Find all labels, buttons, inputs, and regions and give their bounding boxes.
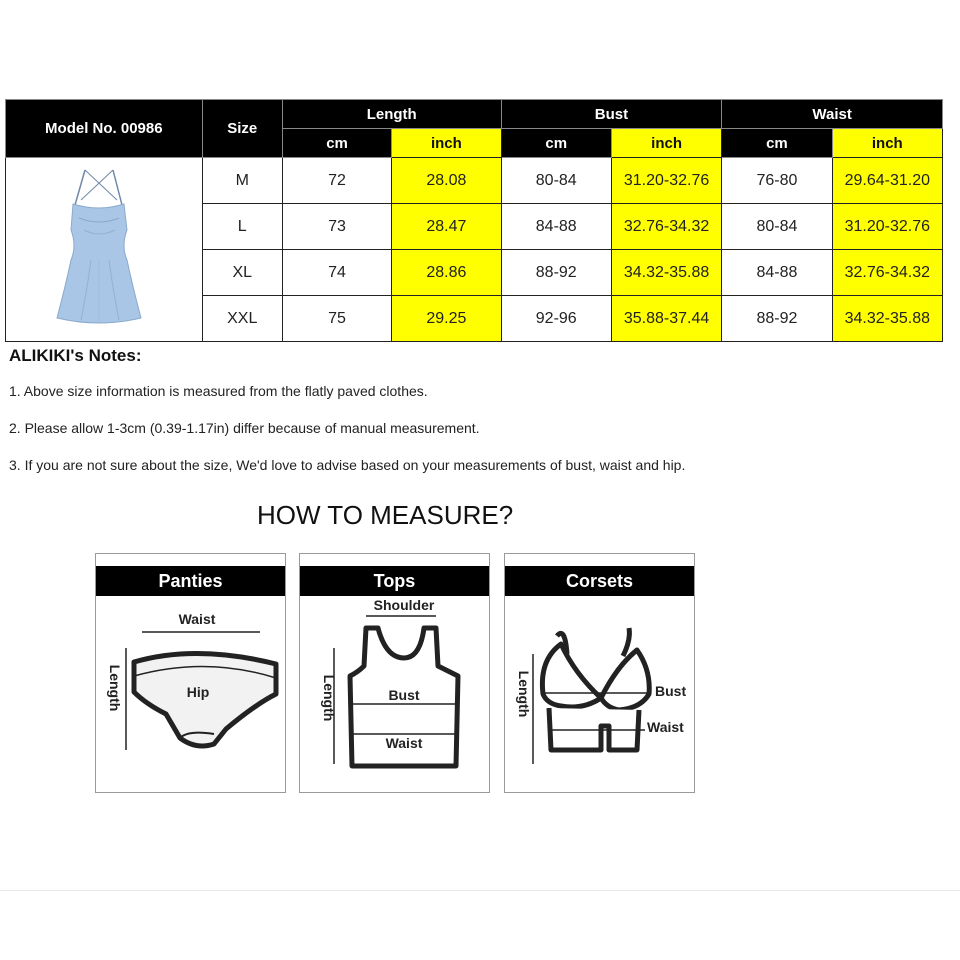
- panties-length-label: Length: [107, 664, 123, 712]
- bust-cm-cell: 88-92: [501, 250, 611, 296]
- bust-cm-cell: 80-84: [501, 158, 611, 204]
- length-inch-cell: 29.25: [392, 296, 501, 342]
- length-cm-cell: 74: [282, 250, 391, 296]
- corsets-waist-label: Waist: [647, 719, 684, 735]
- size-cell: M: [202, 158, 282, 204]
- length-group-header: Length: [282, 100, 501, 129]
- bust-cm-cell: 84-88: [501, 204, 611, 250]
- bust-inch-cell: 34.32-35.88: [611, 250, 721, 296]
- length-cm-header: cm: [282, 129, 391, 158]
- size-chart-table: [5, 99, 943, 342]
- size-header: Size: [202, 100, 282, 158]
- dress-image: [9, 160, 199, 335]
- note-item: 1. Above size information is measured from the flatly paved clothes.: [9, 383, 428, 399]
- size-cell: XXL: [202, 296, 282, 342]
- waist-inch-cell: 32.76-34.32: [832, 250, 942, 296]
- waist-inch-cell: 34.32-35.88: [832, 296, 942, 342]
- tops-length-label: Length: [321, 674, 337, 722]
- panties-waist-label: Waist: [178, 611, 216, 627]
- waist-group-header: Waist: [722, 100, 943, 129]
- tops-shoulder-label: Shoulder: [373, 597, 435, 613]
- length-inch-header: inch: [392, 129, 501, 158]
- bust-cm-header: cm: [501, 129, 611, 158]
- note-item: 3. If you are not sure about the size, We'd love to advise based on your measurements of bust, waist and hip.: [9, 457, 686, 473]
- waist-inch-cell: 29.64-31.20: [832, 158, 942, 204]
- size-cell: L: [202, 204, 282, 250]
- table-header-row: [6, 100, 943, 129]
- corsets-card-title: Corsets: [505, 566, 694, 596]
- tops-waist-label: Waist: [385, 735, 423, 751]
- length-cm-cell: 73: [282, 204, 391, 250]
- waist-cm-header: cm: [722, 129, 832, 158]
- divider: [0, 890, 960, 891]
- length-inch-cell: 28.86: [392, 250, 501, 296]
- tops-bust-label: Bust: [388, 687, 420, 703]
- bust-group-header: Bust: [501, 100, 722, 129]
- waist-cm-cell: 76-80: [722, 158, 832, 204]
- waist-cm-cell: 84-88: [722, 250, 832, 296]
- waist-cm-cell: 80-84: [722, 204, 832, 250]
- bust-inch-cell: 35.88-37.44: [611, 296, 721, 342]
- model-number-header: Model No. 00986: [6, 100, 203, 158]
- panties-card-title: Panties: [96, 566, 285, 596]
- product-photo: [6, 158, 203, 342]
- bust-cm-cell: 92-96: [501, 296, 611, 342]
- waist-inch-cell: 31.20-32.76: [832, 204, 942, 250]
- length-cm-cell: 75: [282, 296, 391, 342]
- length-inch-cell: 28.08: [392, 158, 501, 204]
- corsets-length-label: Length: [516, 670, 532, 718]
- bust-inch-header: inch: [611, 129, 721, 158]
- bust-inch-cell: 31.20-32.76: [611, 158, 721, 204]
- panties-card: [95, 553, 286, 793]
- how-to-measure-title: HOW TO MEASURE?: [257, 500, 514, 530]
- note-item: 2. Please allow 1-3cm (0.39-1.17in) differ because of manual measurement.: [9, 420, 480, 436]
- tops-card-title: Tops: [300, 566, 489, 596]
- corsets-card: [504, 553, 695, 793]
- bust-inch-cell: 32.76-34.32: [611, 204, 721, 250]
- tops-card: [299, 553, 490, 793]
- panties-hip-label: Hip: [186, 684, 210, 700]
- waist-cm-cell: 88-92: [722, 296, 832, 342]
- size-cell: XL: [202, 250, 282, 296]
- notes-title: ALIKIKI's Notes:: [9, 346, 142, 365]
- length-inch-cell: 28.47: [392, 204, 501, 250]
- length-cm-cell: 72: [282, 158, 391, 204]
- waist-inch-header: inch: [832, 129, 942, 158]
- table-row: [6, 158, 943, 204]
- corsets-bust-label: Bust: [655, 683, 687, 699]
